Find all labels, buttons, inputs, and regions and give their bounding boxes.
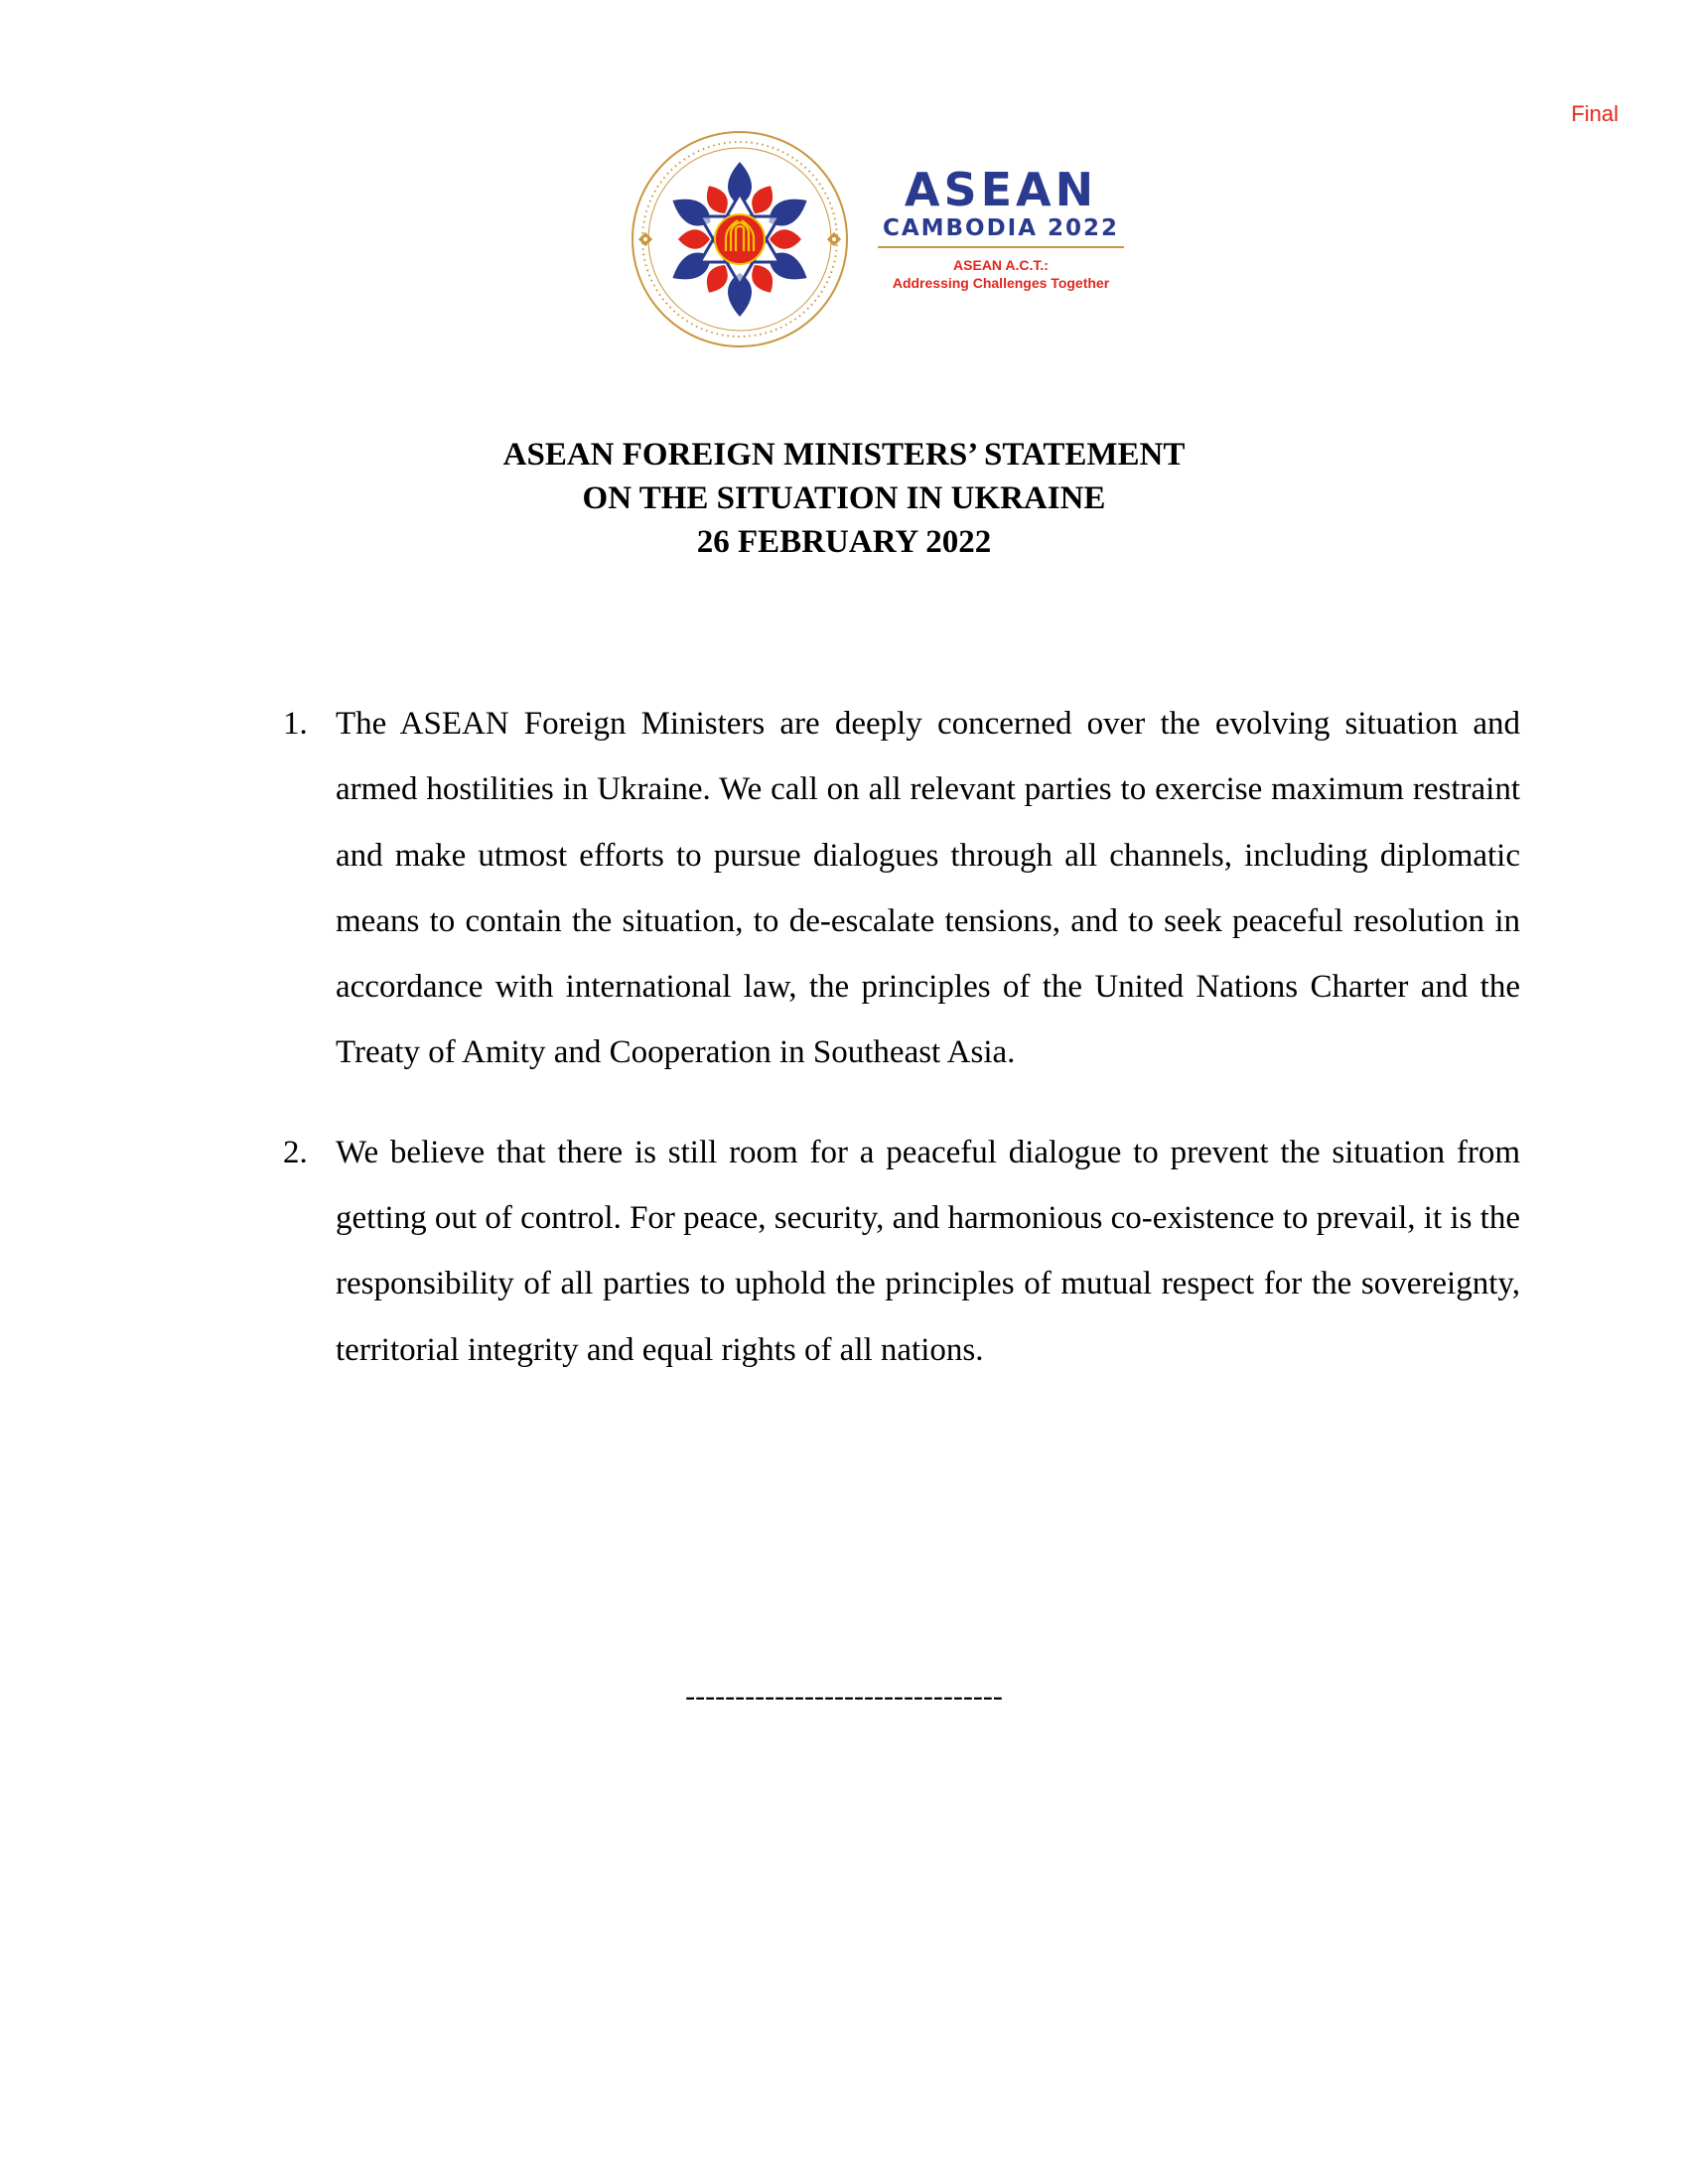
logo-cambodia-text: CAMBODIA 2022 [878,214,1124,248]
paragraph-text: The ASEAN Foreign Ministers are deeply concerned over the evolving situation and armed hostilities in Ukraine. We call on all relevant parties to exercise maximum restraint and make utmost efforts to pursue dialogues through all channels, including diplomatic means to contain the situation, to de-escalate tensions, and to seek peaceful resolution in accordance with international law, the principles of the United Nations Charter and the Treaty of Amity and Cooperation in Southeast Asia. [336,706,1520,1071]
paragraph-text: We believe that there is still room for a peaceful dialogue to prevent the situation from getting out of control. For peace, security, and harmonious co-existence to prevail, it is the responsibility of all parties to uphold the principles of mutual respect for the sovereignty, territorial integrity and equal rights of all nations. [336,1134,1520,1368]
paragraph-item [283,691,1520,1086]
logo-act-text: ASEAN A.C.T.: [953,257,1049,273]
asean-cambodia-2022-logo [630,129,1146,352]
title-line: ON THE SITUATION IN UKRAINE [582,480,1106,516]
logo-tagline-text: Addressing Challenges Together [892,275,1110,291]
paragraph-number: 2. [283,1134,308,1170]
asean-lotus-emblem-icon [630,129,850,349]
title-date: 26 FEBRUARY 2022 [696,524,992,560]
title-line: ASEAN FOREIGN MINISTERS’ STATEMENT [502,437,1186,473]
logo-asean-text: ASEAN [904,163,1098,216]
statement-title [0,433,1688,564]
end-separator: -------------------------------- [685,1680,1003,1712]
document-status-label: Final [1571,101,1618,126]
paragraph-number: 1. [283,706,308,742]
paragraph-item [283,1120,1520,1383]
statement-body [283,691,1520,1417]
logo-wordmark [872,165,1130,292]
